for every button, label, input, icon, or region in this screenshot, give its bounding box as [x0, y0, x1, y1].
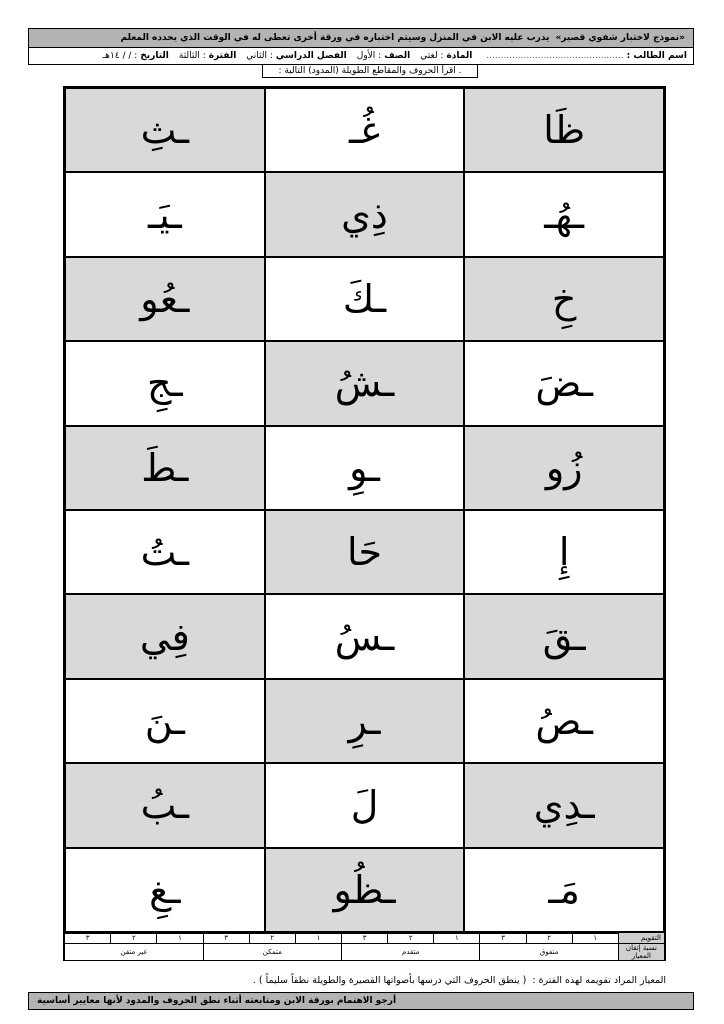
- header-title-bar: [28, 28, 694, 48]
- letter-cell: ـغِ: [65, 848, 265, 932]
- letter-cell: ـبُ: [65, 763, 265, 847]
- score-cell[interactable]: ٢: [111, 933, 157, 944]
- period-label: الفترة: [208, 51, 237, 61]
- score-cell[interactable]: ١: [157, 933, 203, 944]
- letter-cell: فِي: [65, 594, 265, 678]
- letter-cell: حَا: [265, 510, 465, 594]
- letter-cell: لَ: [265, 763, 465, 847]
- letter-cell: ـيَـ: [65, 172, 265, 256]
- student-name-label: اسم الطالب :: [626, 51, 687, 61]
- letter-cell: ـعُو: [65, 257, 265, 341]
- score-cell[interactable]: ١: [295, 933, 341, 944]
- letter-cell: ـوِ: [265, 426, 465, 510]
- date-value[interactable]: : / / ١٤هـ: [102, 51, 138, 61]
- semester-value: : الثاني: [246, 51, 273, 61]
- letter-cell: ـنَ: [65, 679, 265, 763]
- letter-cell: ظَا: [464, 88, 664, 172]
- letter-cell: إِ: [464, 510, 664, 594]
- letter-cell: ـقَ: [464, 594, 664, 678]
- header-title-quote: «نموذج لاختبار شفوي قصير»: [555, 33, 685, 43]
- letter-cell: ذِي: [265, 172, 465, 256]
- level-not-proficient[interactable]: غير متقن: [65, 944, 204, 961]
- header-title-note: يدرب عليه الابن في المنزل وسيتم اختباره في ورقة أخرى تعطى له في الوقت الذي يحدده المعلم: [120, 33, 550, 43]
- score-cell[interactable]: ٣: [480, 933, 526, 944]
- letters-grid: [63, 86, 666, 934]
- score-cell[interactable]: ٢: [388, 933, 434, 944]
- score-cell[interactable]: ٣: [203, 933, 249, 944]
- letter-cell: ـطَ: [65, 426, 265, 510]
- subject-label: المادة: [446, 51, 473, 61]
- letter-cell: مَـ: [464, 848, 664, 932]
- letter-cell: ـتُ: [65, 510, 265, 594]
- score-cell[interactable]: ٢: [249, 933, 295, 944]
- letter-cell: خِ: [464, 257, 664, 341]
- score-cell[interactable]: ٢: [526, 933, 572, 944]
- letter-cell: ـدِي: [464, 763, 664, 847]
- letter-cell: ـرِ: [265, 679, 465, 763]
- score-cell[interactable]: ١: [572, 933, 618, 944]
- criterion-label: المعيار المراد تقويمه لهذه الفترة :: [532, 974, 666, 986]
- letter-cell: ـكَ: [265, 257, 465, 341]
- period-value: : الثالثة: [178, 51, 206, 61]
- grade-label: الصف: [384, 51, 411, 61]
- letter-cell: ـثِ: [65, 88, 265, 172]
- student-name-field[interactable]: ................................................: [486, 51, 624, 61]
- criterion-text: ( ينطق الحروف التي درسها بأصواتها القصيرة والطويلة نطقاً سليماً ) .: [252, 974, 527, 986]
- instruction-text: . اقرأ الحروف والمقاطع الطويلة (المدود) التالية :: [262, 64, 478, 78]
- semester-label: الفصل الدراسي: [275, 51, 347, 61]
- score-cell[interactable]: ٣: [342, 933, 388, 944]
- letter-cell: ـشُ: [265, 341, 465, 425]
- criterion-line: [63, 970, 666, 990]
- score-cell[interactable]: ٣: [65, 933, 111, 944]
- letter-cell: ـظُو: [265, 848, 465, 932]
- letter-cell: زُو: [464, 426, 664, 510]
- letter-cell: ـسُ: [265, 594, 465, 678]
- student-info-row: [28, 48, 694, 65]
- taqwim-label: التقويم: [618, 933, 664, 944]
- date-label: التاريخ: [140, 51, 169, 61]
- grade-value: : الأول: [356, 51, 382, 61]
- letter-cell: ـضَ: [464, 341, 664, 425]
- footer-bar: [28, 992, 694, 1010]
- letter-cell: غُـ: [265, 88, 465, 172]
- score-cell[interactable]: ١: [434, 933, 480, 944]
- level-proficient[interactable]: متمكن: [203, 944, 341, 961]
- letter-cell: ـجِ: [65, 341, 265, 425]
- level-excellent[interactable]: متفوق: [480, 944, 618, 961]
- footer-text: أرجو الاهتمام بورقة الابن ومتابعته أثناء نطق الحروف والمدود لأنها معايير أساسية: [37, 996, 397, 1006]
- letter-cell: ـصُ: [464, 679, 664, 763]
- level-advanced[interactable]: متقدم: [342, 944, 480, 961]
- letter-cell: ـهُـ: [464, 172, 664, 256]
- criterion-ratio-label: نسبة إتقان المعيار: [618, 944, 664, 961]
- evaluation-table: [63, 931, 666, 961]
- subject-value: : لغتي: [420, 51, 444, 61]
